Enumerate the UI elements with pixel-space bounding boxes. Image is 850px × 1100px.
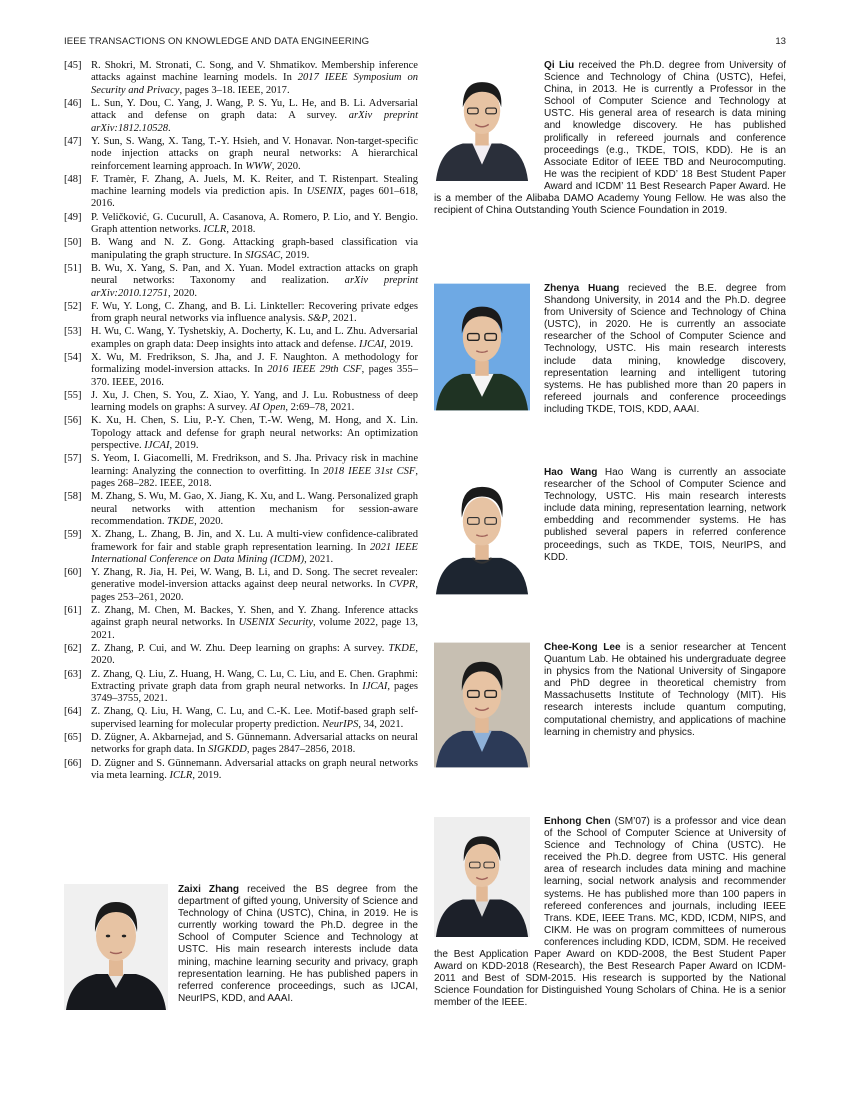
bio-text: is a senior researcher at Tencent Quantum Lab. He obtained his undergraduate degree in physics from the National University of Singapore and PhD degree in theoretical chemistry from Massachusetts Institute of Technology (MIT). His research interests include quantum computing, computational chemistry, and applications of machine learning in chemistry and physics. [544, 642, 786, 738]
reference-number: [64] [64, 706, 82, 718]
portrait-zaixi-zhang [64, 884, 168, 1010]
portrait-enhong-chen [434, 816, 530, 938]
reference-text: , pages 253–261, 2020. [91, 579, 418, 603]
reference-text: X. Wu, M. Fredrikson, S. Jha, and J. F. Naughton. A methodology for formalizing model-inversion attacks. In [91, 351, 418, 376]
reference-text: B. Wu, X. Yang, S. Pan, and X. Yuan. Model extraction attacks on graph neural networks: Taxonomy and realization. [91, 262, 418, 287]
reference-item [64, 415, 418, 452]
journal-title: IEEE TRANSACTIONS ON KNOWLEDGE AND DATA ENGINEERING [64, 36, 370, 47]
reference-text: R. Shokri, M. Stronati, C. Song, and V. Shmatikov. Membership inference attacks against machine learning models. In [91, 60, 418, 84]
reference-item [64, 60, 418, 97]
reference-number: [53] [64, 326, 82, 338]
reference-text: F. Wu, Y. Long, C. Zhang, and B. Li. Linkteller: Recovering private edges from graph neural networks via influence analysis. [91, 300, 418, 325]
reference-venue: NeurIPS [322, 718, 359, 730]
reference-number: [49] [64, 211, 82, 223]
reference-text: , 34, 2021. [358, 718, 404, 730]
reference-venue: AI Open [249, 402, 286, 414]
reference-number: [61] [64, 605, 82, 617]
reference-item [64, 706, 418, 731]
reference-item [64, 263, 418, 300]
reference-number: [50] [64, 237, 82, 249]
reference-item [64, 326, 418, 351]
reference-number: [56] [64, 415, 82, 427]
bio-zhenya-huang [434, 283, 786, 416]
portrait-image [434, 283, 530, 411]
reference-venue: 2016 IEEE 29th CSF [267, 364, 362, 376]
reference-text: Y. Zhang, R. Jia, H. Pei, W. Wang, B. Li, and D. Song. The secret revealer: generative model-inversion attacks against deep neural networks. In [91, 567, 418, 591]
reference-number: [52] [64, 300, 82, 312]
bio-text: received the BS degree from the department of gifted young, University of Science and Technology of China (USTC), China, in 2019. He is currently working toward the Ph.D. degree in the School of Computer Science and Technology at USTC. His main research interests include data mining, machine learning security and privacy, graph representation learning. He has published papers in referred conference proceedings, such as IJCAI, NeurIPS, KDD, and AAAI. [178, 884, 419, 1004]
reference-text: , pages 268–282. IEEE, 2018. [91, 465, 418, 490]
reference-venue: 2021 IEEE International Conference on Data Mining (ICDM) [91, 541, 418, 565]
reference-text: , pages 2847–2856, 2018. [246, 744, 356, 756]
reference-text: M. Zhang, S. Wu, M. Gao, X. Jiang, K. Xu, and L. Wang. Personalized graph neural networks with attention mechanism for session-aware recommendation. [91, 491, 418, 527]
reference-text: Z. Zhang, Q. Liu, H. Wang, C. Lu, and C.-K. Lee. Motif-based graph self-supervised learning for molecular property prediction. [91, 706, 418, 730]
reference-item [64, 237, 418, 262]
reference-text: , 2021. [327, 313, 357, 325]
reference-number: [59] [64, 529, 82, 541]
reference-item [64, 301, 418, 326]
bio-text: Hao Wang is currently an associate researcher of the School of Computer Science and Technology, USTC. His main research interests include data mining, representation learning, network embedding and recommender systems. He has published several papers in referred conference proceedings, such as TKDE, TOIS, NeurIPS, and KDD. [544, 467, 786, 563]
bio-chee-kong-lee [434, 642, 786, 772]
reference-venue: SIGKDD [208, 744, 247, 756]
reference-item [64, 491, 418, 528]
reference-text: Y. Sun, S. Wang, X. Tang, T.-Y. Hsieh, and V. Honavar. Non-target-specific node injection attacks on graph neural networks: A hierarchical reinforcement learning approach. In [91, 135, 418, 172]
bio-qi-liu [434, 60, 786, 217]
reference-item [64, 567, 418, 604]
reference-venue: IJCAI [362, 680, 388, 692]
reference-item [64, 758, 418, 783]
reference-number: [66] [64, 757, 82, 769]
reference-text: Z. Zhang, M. Chen, M. Backes, Y. Shen, and Y. Zhang. Inference attacks against graph neural networks. In [91, 605, 418, 629]
reference-venue: ICLR [169, 769, 193, 781]
portrait-image [434, 816, 530, 938]
portrait-qi-liu [434, 60, 530, 182]
reference-text: , 2019. [280, 249, 310, 261]
page-header [64, 36, 786, 50]
reference-number: [47] [64, 135, 82, 147]
reference-item [64, 669, 418, 706]
reference-venue: arXiv preprint arXiv:1812.10528 [91, 110, 419, 134]
reference-text: , 2020. [91, 642, 418, 667]
portrait-zhenya-huang [434, 283, 530, 411]
bio-name: Zhenya Huang [544, 283, 620, 294]
reference-venue: IJCAI [144, 440, 170, 452]
reference-venue: 2017 IEEE Symposium on Security and Privacy [91, 72, 418, 96]
reference-item [64, 390, 418, 415]
reference-text: P. Veličković, G. Cucurull, A. Casanova, A. Romero, P. Lio, and Y. Bengio. Graph attention networks. [91, 211, 418, 236]
reference-item [64, 453, 418, 490]
reference-text: K. Xu, H. Chen, S. Liu, P.-Y. Chen, T.-W. Weng, M. Hong, and X. Lin. Topology attack and defense for graph neural networks: An optimization perspective. [91, 415, 418, 452]
bio-name: Enhong Chen [544, 816, 611, 827]
reference-text: D. Zügner, A. Akbarnejad, and S. Günnemann. Adversarial attacks on neural networks for graph data. In [91, 732, 418, 756]
bio-hao-wang [434, 467, 786, 599]
reference-venue: TKDE [167, 515, 195, 527]
reference-item [64, 352, 418, 389]
reference-number: [54] [64, 351, 82, 363]
reference-text: D. Zügner and S. Günnemann. Adversarial attacks on graph neural networks via meta learning. [91, 757, 418, 781]
reference-text: X. Zhang, L. Zhang, B. Jin, and X. Lu. A multi-view confidence-calibrated framework for fair and stable graph representation learning. In [91, 529, 418, 553]
reference-text: . [168, 122, 171, 134]
reference-list [64, 60, 418, 783]
reference-item [64, 98, 418, 135]
reference-text: , pages 3–18. IEEE, 2017. [179, 84, 290, 96]
bio-name: Hao Wang [544, 467, 598, 478]
reference-venue: CVPR [388, 579, 416, 591]
reference-text: H. Wu, C. Wang, Y. Tyshetskiy, A. Docherty, K. Lu, and L. Zhu. Adversarial examples on graph data: Deep insights into attack and defense. [91, 326, 418, 350]
reference-number: [58] [64, 491, 82, 503]
reference-number: [46] [64, 97, 82, 109]
bio-enhong-chen [434, 816, 786, 1010]
reference-number: [62] [64, 642, 82, 654]
reference-text: , 2021. [304, 553, 334, 565]
reference-text: , 2020. [168, 287, 198, 299]
reference-venue: ICLR [203, 224, 227, 236]
portrait-image [64, 884, 168, 1010]
reference-text: , pages 601–618, 2016. [91, 186, 418, 210]
reference-item [64, 529, 418, 566]
reference-venue: USENIX Security [238, 617, 314, 629]
portrait-hao-wang [434, 467, 530, 595]
reference-text: , 2019. [192, 769, 222, 781]
reference-text: , 2020. [194, 515, 224, 527]
bio-text: received the Ph.D. degree from University of Science and Technology of China (USTC), Hefei, China, in 2013. He is currently a Professor in the School of Computer Science and Technology at USTC. His general area of research is data mining and knowledge discovery. He has published prolifically in refereed journals and conference proceedings (e.g., TKDE, TOIS, KDD). He is an Associate Editor of IEEE TBD and Neurocomputing. He was the recipient of KDD’ 18 Best Student Paper Award and ICDM’ 11 Best Research Paper Award. He is a member of the Alibaba DAMO Academy Young Fellow. He was also the recipient of China Outstanding Youth Science Foundation in 2019. [434, 60, 787, 217]
reference-number: [65] [64, 732, 82, 744]
page-number: 13 [775, 36, 786, 47]
reference-number: [45] [64, 60, 82, 71]
reference-text: , 2019. [384, 338, 414, 350]
reference-number: [51] [64, 262, 82, 274]
reference-item [64, 732, 418, 757]
reference-text: B. Wang and N. Z. Gong. Attacking graph-based classification via manipulating the graph structure. In [91, 237, 418, 261]
reference-item [64, 605, 418, 642]
bio-text: (SM’07) is a professor and vice dean of the School of Computer Science at University of Science and Technology of China (USTC). He received the Ph.D. degree from USTC. His general area of research includes data mining and machine learning, social network analysis and recommender systems. He has published more than 100 papers in refereed conferences and journals, including IEEE Trans. KDE, IEEE Trans. MC, KDD, ICDM, NIPS, and CIKM. He was on program committees of numerous conferences including KDD, ICDM, SDM. He received the Best Application Paper Award on KDD-2008, the Best Student Paper Award on KDD-2018 (Research), the Best Research Paper Award on ICDM-2011 and Best of SDM-2015. His research is supported by the National Science Foundation for Distinguished Young Scholars of China. He is a senior member of the IEEE. [434, 816, 787, 1009]
bio-zaixi-zhang [64, 884, 418, 1014]
reference-text: S. Yeom, I. Giacomelli, M. Fredrikson, and S. Jha. Privacy risk in machine learning: Analyzing the connection to overfitting. In [91, 453, 418, 477]
bio-text: recieved the B.E. degree from Shandong University, in 2014 and the Ph.D. degree from University of Science and Technology of China (USTC), in 2020. He is currently an associate researcher of the School of Computer Science and Technology, USTC. His main research interests include data mining, knowledge discovery, representation learning and intelligent tutoring systems. He has published more than 20 papers in refereed journals and conference proceedings including TKDE, TOIS, KDD, AAAI. [544, 283, 786, 415]
reference-item [64, 174, 418, 211]
reference-number: [63] [64, 668, 82, 680]
bio-name: Zaixi Zhang [178, 884, 240, 895]
reference-text: , 2:69–78, 2021. [285, 402, 355, 414]
reference-text: F. Tramèr, F. Zhang, A. Juels, M. K. Reiter, and T. Ristenpart. Stealing machine learning models via prediction apis. In [91, 173, 418, 198]
reference-text: , pages 355–370. IEEE, 2016. [91, 364, 418, 388]
reference-text: , 2018. [226, 224, 256, 236]
reference-venue: SIGSAC [245, 249, 281, 261]
reference-number: [60] [64, 567, 82, 579]
reference-text: L. Sun, Y. Dou, C. Yang, J. Wang, P. S. Yu, L. He, and B. Li. Adversarial attack and defense on graph data: A survey. [91, 97, 418, 122]
reference-number: [57] [64, 453, 82, 465]
bio-name: Qi Liu [544, 60, 575, 71]
reference-venue: WWW [245, 160, 272, 172]
reference-venue: 2018 IEEE 31st CSF [323, 465, 416, 477]
reference-venue: USENIX [306, 186, 343, 198]
reference-text: , volume 2022, page 13, 2021. [91, 617, 418, 641]
reference-item [64, 136, 418, 173]
reference-venue: arXiv preprint arXiv:2010.12751 [91, 275, 418, 299]
bio-name: Chee-Kong Lee [544, 642, 621, 653]
reference-venue: IJCAI [358, 338, 385, 350]
reference-text: , pages 3749–3755, 2021. [91, 680, 418, 705]
reference-text: Z. Zhang, Q. Liu, Z. Huang, H. Wang, C. Lu, C. Liu, and E. Chen. Graphmi: Extracting private graph data from graph neural networks. In [91, 668, 418, 692]
reference-text: , 2020. [271, 160, 301, 172]
reference-number: [48] [64, 173, 82, 185]
reference-venue: TKDE [388, 642, 416, 654]
reference-venue: S&P [307, 313, 328, 325]
reference-number: [55] [64, 389, 82, 401]
portrait-chee-kong-lee [434, 642, 530, 768]
portrait-image [434, 467, 530, 595]
reference-item [64, 212, 418, 237]
portrait-image [434, 642, 530, 768]
reference-text: J. Xu, J. Chen, S. You, Z. Xiao, Y. Yang, and J. Lu. Robustness of deep learning models on graphs: A survey. [91, 389, 418, 414]
reference-text: , 2019. [169, 440, 199, 452]
reference-item [64, 643, 418, 668]
reference-text: Z. Zhang, P. Cui, and W. Zhu. Deep learning on graphs: A survey. [91, 642, 389, 654]
portrait-image [434, 60, 530, 182]
